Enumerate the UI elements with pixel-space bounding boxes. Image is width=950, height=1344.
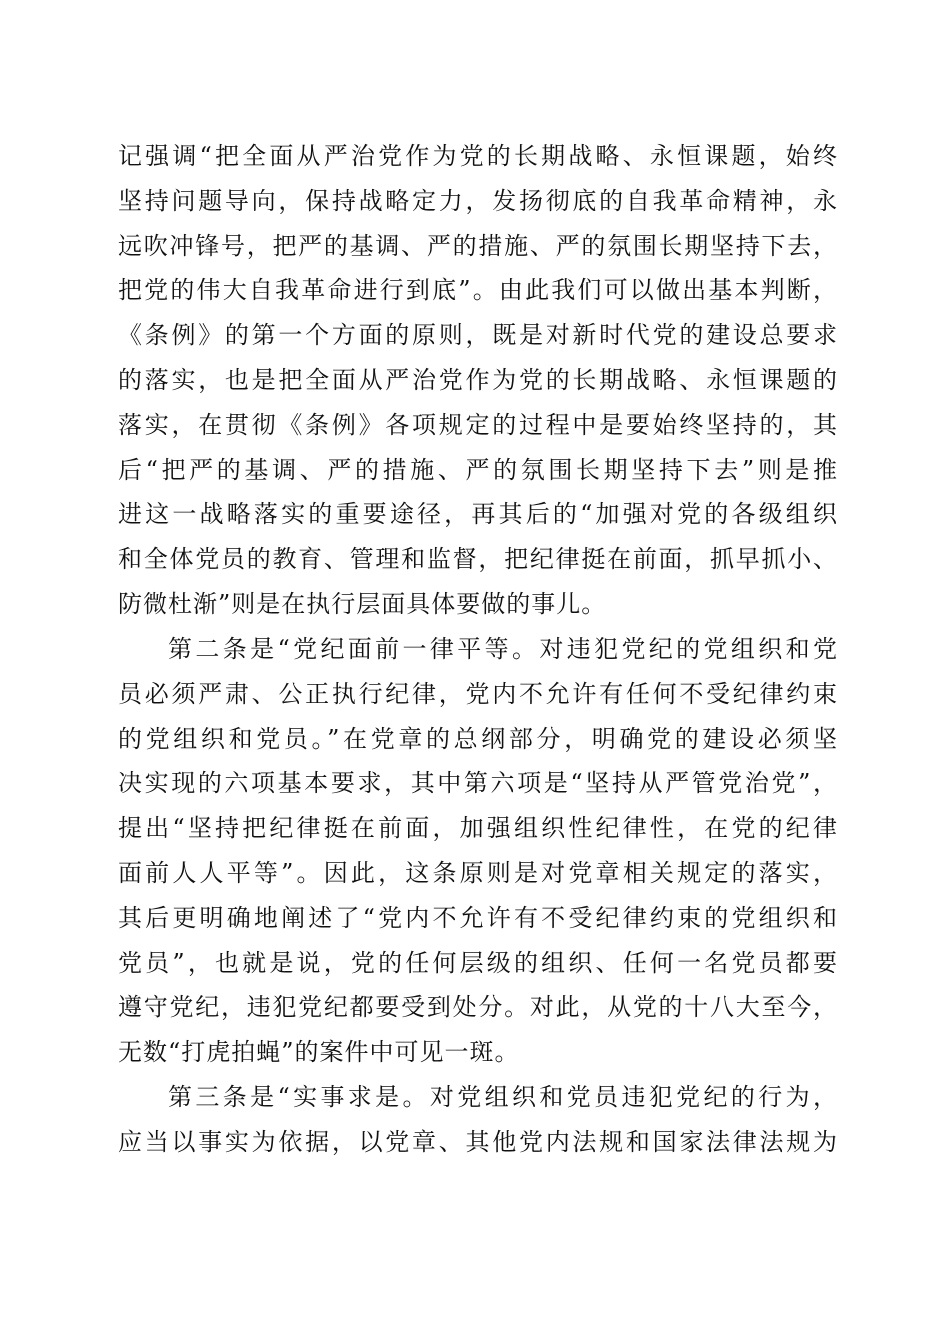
text-line: 第二条是“党纪面前一律平等。对违犯党纪的党组织和党: [168, 635, 838, 663]
text-line: 决实现的六项基本要求，其中第六项是“坚持从严管党治党”，: [118, 769, 838, 798]
text-line: 和全体党员的教育、管理和监督，把纪律挺在前面，抓早抓小、: [118, 545, 838, 574]
text-line: 的落实，也是把全面从严治党作为党的长期战略、永恒课题的: [118, 365, 838, 394]
paragraph-1: [118, 134, 838, 627]
text-line: 把党的伟大自我革命进行到底”。由此我们可以做出基本判断，: [118, 276, 838, 305]
text-line: 遵守党纪，违犯党纪都要受到处分。对此，从党的十八大至今，: [118, 993, 838, 1022]
text-line: 其后更明确地阐述了“党内不允许有不受纪律约束的党组织和: [118, 903, 838, 932]
text-line: 落实，在贯彻《条例》各项规定的过程中是要始终坚持的，其: [118, 410, 838, 439]
text-line: 记强调“把全面从严治党作为党的长期战略、永恒课题，始终: [118, 142, 838, 170]
text-line: 提出“坚持把纪律挺在前面，加强组织性纪律性，在党的纪律: [118, 814, 838, 843]
text-line: 员必须严肃、公正执行纪律，党内不允许有任何不受纪律约束: [118, 679, 838, 708]
text-line: 的党组织和党员。”在党章的总纲部分，明确党的建设必须坚: [118, 724, 838, 753]
text-line: 面前人人平等”。因此，这条原则是对党章相关规定的落实，: [118, 858, 838, 887]
text-line: 进这一战略落实的重要途径，再其后的“加强对党的各级组织: [118, 500, 838, 529]
text-line: 远吹冲锋号，把严的基调、严的措施、严的氛围长期坚持下去，: [118, 231, 838, 260]
text-line: 后“把严的基调、严的措施、严的氛围长期坚持下去”则是推: [118, 455, 838, 484]
paragraph-3: [118, 1075, 838, 1165]
paragraph-2: [118, 627, 838, 1075]
text-line: 无数“打虎拍蝇”的案件中可见一斑。: [118, 1038, 520, 1067]
text-line: 党员”，也就是说，党的任何层级的组织、任何一名党员都要: [118, 948, 838, 977]
text-line: 应当以事实为依据，以党章、其他党内法规和国家法律法规为: [118, 1127, 838, 1156]
text-line: 《条例》的第一个方面的原则，既是对新时代党的建设总要求: [118, 321, 838, 350]
text-line: 第三条是“实事求是。对党组织和党员违犯党纪的行为，: [168, 1083, 838, 1111]
text-line: 坚持问题导向，保持战略定力，发扬彻底的自我革命精神，永: [118, 186, 838, 215]
text-line: 防微杜渐”则是在执行层面具体要做的事儿。: [118, 589, 607, 618]
